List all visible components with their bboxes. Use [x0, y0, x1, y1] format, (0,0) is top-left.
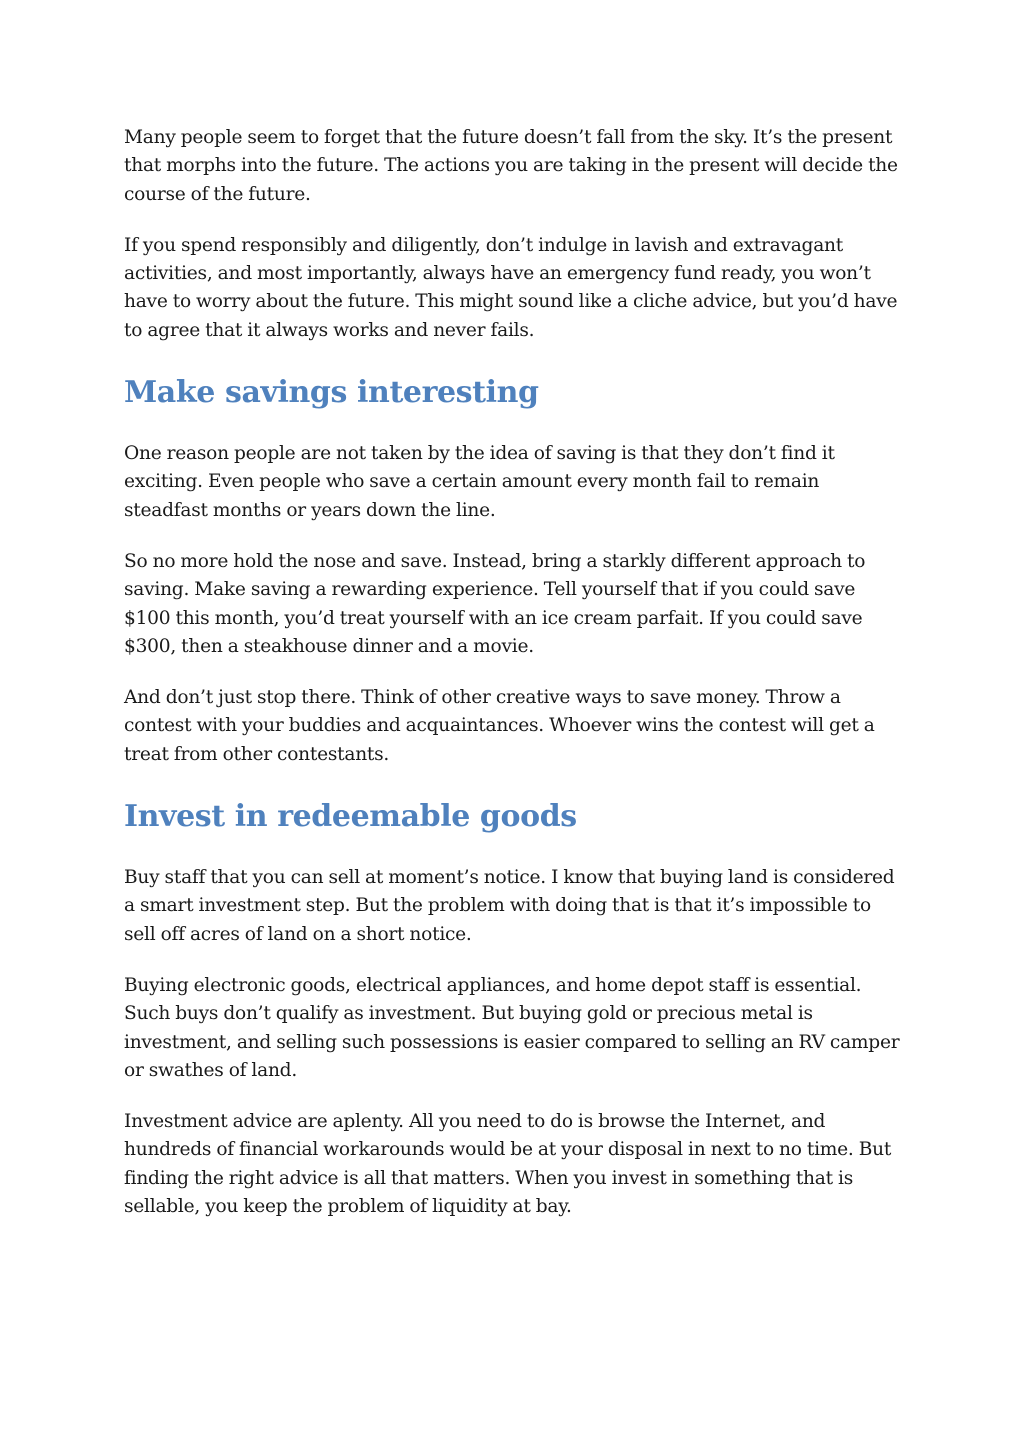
section-1-paragraph-3: And don’t just stop there. Think of other creative ways to save money. Throw a contest with your buddies and acquaintances. Whoever wins the contest will get a treat from other contestants. [124, 687, 875, 765]
intro-paragraph-2: If you spend responsibly and diligently, don’t indulge in lavish and extravagant activities, and most importantly, always have an emergency fund ready, you won’t have to worry about the future. This might sound like a cliche advice, but you’d have to agree that it always works and never fails. [124, 234, 898, 341]
intro-paragraph-1: Many people seem to forget that the future doesn’t fall from the sky. It’s the present that morphs into the future. The actions you are taking in the present will decide the course of the future. [124, 127, 898, 205]
document-page [124, 124, 904, 1244]
section-2-paragraph-2: Buying electronic goods, electrical appliances, and home depot staff is essential. Such buys don’t qualify as investment. But buying gold or precious metal is investment, and selling such possessions is easier compared to selling an RV camper or swathes of land. [124, 974, 900, 1081]
section-1-paragraph-2: So no more hold the nose and save. Instead, bring a starkly different approach to saving. Make saving a rewarding experience. Tell yourself that if you could save $100 this month, you’d treat yourself with an ice cream parfait. If you could save $300, then a steakhouse dinner and a movie. [124, 550, 866, 657]
section-1-paragraph-1: One reason people are not taken by the idea of saving is that they don’t find it exciting. Even people who save a certain amount every month fail to remain steadfast months or years down the line. [124, 443, 835, 521]
section-heading-make-savings-interesting: Make savings interesting [124, 375, 539, 411]
section-2-paragraph-1: Buy staff that you can sell at moment’s notice. I know that buying land is considered a smart investment step. But the problem with doing that is that it’s impossible to sell off acres of land on a short notice. [124, 867, 895, 945]
section-heading-invest-in-redeemable-goods: Invest in redeemable goods [124, 799, 577, 835]
section-2-paragraph-3: Investment advice are aplenty. All you need to do is browse the Internet, and hundreds of financial workarounds would be at your disposal in next to no time. But finding the right advice is all that matters. When you invest in something that is sellable, you keep the problem of liquidity at bay. [124, 1111, 892, 1218]
